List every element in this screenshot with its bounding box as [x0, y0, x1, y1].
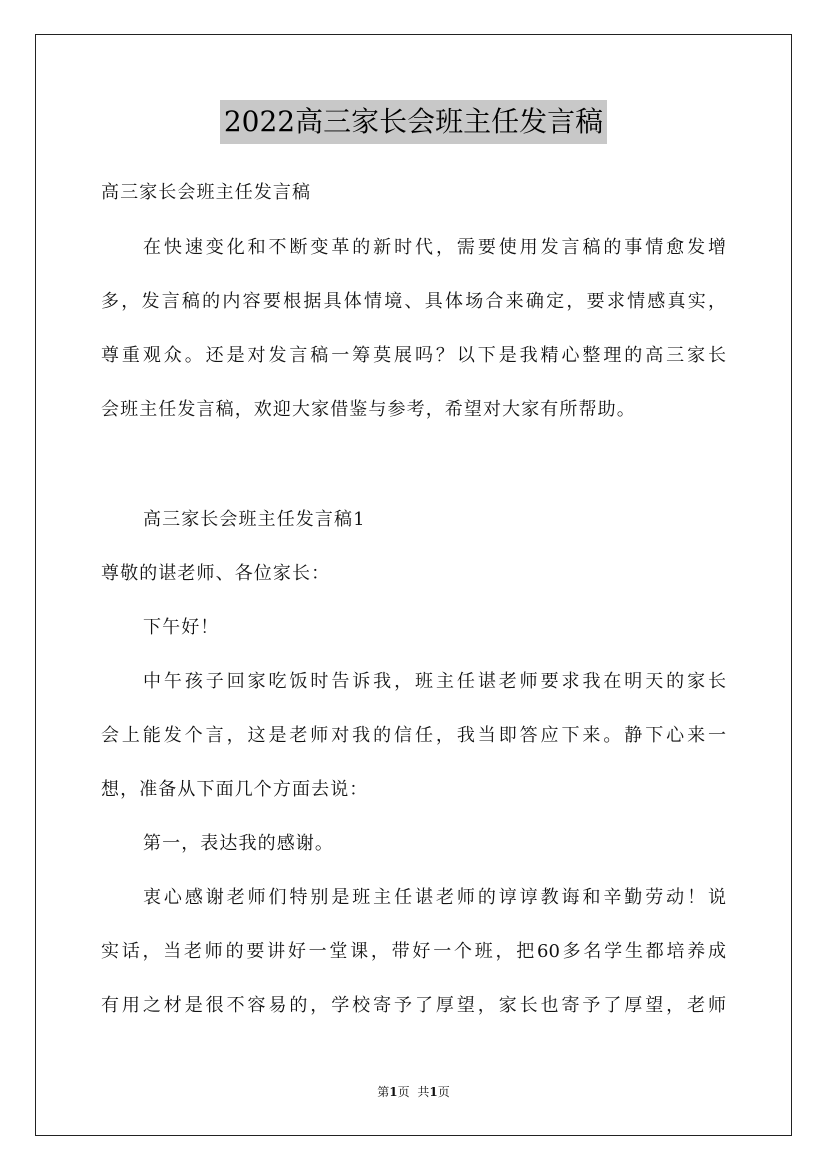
paragraph-line: 有用之材是很不容易的，学校寄予了厚望，家长也寄予了厚望，老师 — [101, 995, 726, 1016]
paragraph-line: 想，准备从下面几个方面去说： — [101, 779, 369, 800]
page-suffix: 页 — [397, 1085, 410, 1099]
page-prefix: 第 — [377, 1085, 390, 1099]
page-footer — [0, 1084, 827, 1100]
greeting-line: 下午好！ — [143, 617, 220, 638]
paragraph-line: 中午孩子回家吃饭时告诉我，班主任谌老师要求我在明天的家长 — [143, 671, 726, 692]
paragraph-line: 多，发言稿的内容要根据具体情境、具体场合来确定，要求情感真实， — [101, 291, 726, 312]
total-pages: 1 — [429, 1085, 438, 1099]
paragraph-line: 会班主任发言稿，欢迎大家借鉴与参考，希望对大家有所帮助。 — [101, 399, 636, 420]
paragraph-line: 会上能发个言，这是老师对我的信任，我当即答应下来。静下心来一 — [101, 725, 726, 746]
title-container — [0, 100, 827, 144]
salutation-line: 尊敬的谌老师、各位家长： — [101, 563, 331, 584]
section-heading: 高三家长会班主任发言稿1 — [143, 509, 366, 530]
paragraph-line: 衷心感谢老师们特别是班主任谌老师的谆谆教诲和辛勤劳动！说 — [143, 887, 726, 908]
subtitle-line: 高三家长会班主任发言稿 — [101, 182, 312, 203]
paragraph-line: 在快速变化和不断变革的新时代，需要使用发言稿的事情愈发增 — [143, 237, 726, 258]
total-prefix: 共 — [417, 1085, 430, 1099]
paragraph-line: 尊重观众。还是对发言稿一筹莫展吗？以下是我精心整理的高三家长 — [101, 345, 726, 366]
paragraph-line: 实话，当老师的要讲好一堂课，带好一个班，把60多名学生都培养成 — [101, 941, 726, 962]
page-number: 1 — [389, 1085, 398, 1099]
document-title: 2022高三家长会班主任发言稿 — [220, 100, 607, 144]
point-heading: 第一，表达我的感谢。 — [143, 833, 334, 854]
total-suffix: 页 — [437, 1085, 450, 1099]
